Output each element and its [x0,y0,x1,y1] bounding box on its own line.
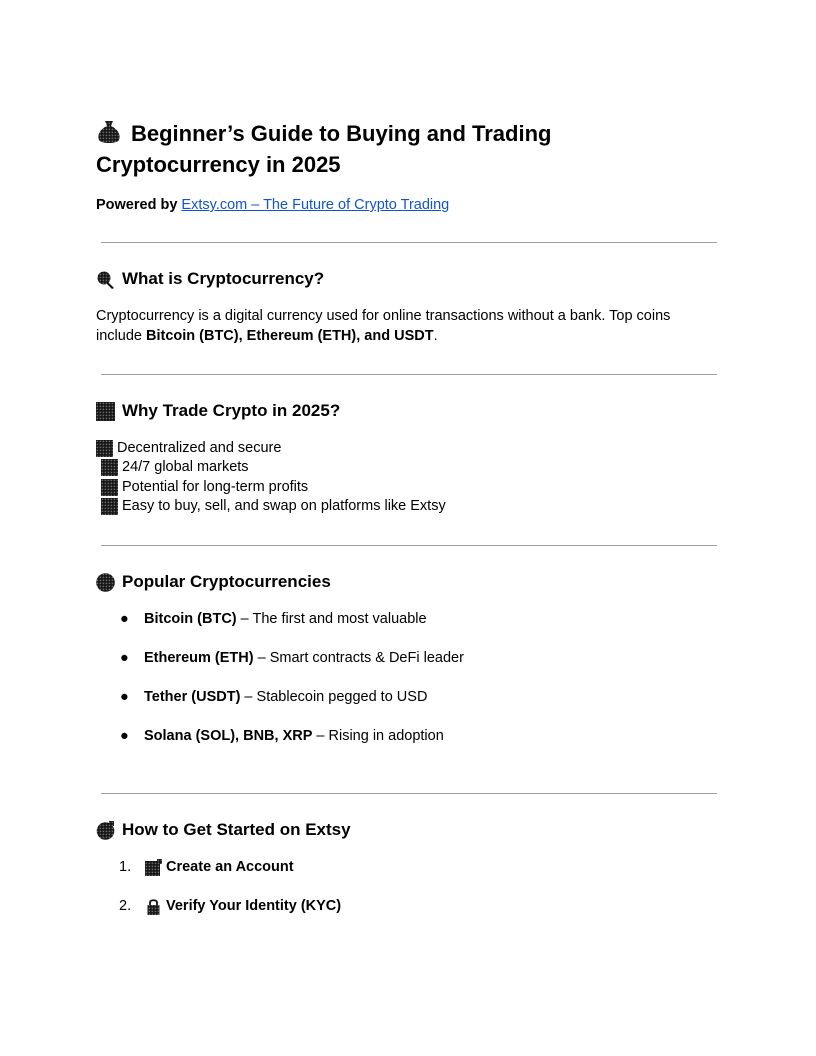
divider [101,793,717,794]
coin-name: Tether (USDT) [144,689,241,705]
bullet-icon: ● [120,689,129,705]
why-item-text: Potential for long-term profits [122,479,309,495]
list-item [120,610,427,629]
why-item-text: Easy to buy, sell, and swap on platforms like Extsy [122,498,446,514]
powered-by-label: Powered by [96,197,178,213]
list-item [96,439,281,459]
title-line-2: Cryptocurrency in 2025 [96,152,341,177]
coin-description: – Stablecoin pegged to USD [240,689,428,705]
section-heading-start [96,819,351,841]
coin-name: Bitcoin (BTC) [144,611,237,627]
chart-up-icon [101,479,118,496]
list-item [101,478,308,498]
section-heading-why [96,400,340,422]
bullet-icon: ● [120,650,129,666]
coin-description: – The first and most valuable [236,611,427,627]
what-text-end: . [433,327,438,344]
lock-icon [145,898,162,915]
step-label: Verify Your Identity (KYC) [166,898,342,914]
globe-icon [101,459,118,476]
what-text: Cryptocurrency is a digital currency used for online transactions without a bank. Top coins include [96,308,671,344]
divider [101,242,717,243]
coin-name: Solana (SOL), BNB, XRP [144,728,313,744]
exchange-icon [101,498,118,515]
divider [101,545,717,546]
section-heading-text: Why Trade Crypto in 2025? [122,401,341,420]
page-title [96,118,716,180]
magnifier-icon [96,270,115,289]
money-bag-icon [96,119,122,145]
extsy-link[interactable]: Extsy.com – The Future of Crypto Trading [181,197,450,213]
divider [101,374,717,375]
why-item-text: 24/7 global markets [122,459,249,475]
bullet-icon: ● [120,611,129,627]
list-item [101,497,446,517]
list-item [120,688,427,707]
list-item [101,458,249,478]
coin-name: Ethereum (ETH) [144,650,254,666]
section-heading-popular [96,571,331,593]
globe-icon [96,821,115,840]
chart-icon [96,402,115,421]
powered-by [96,196,449,214]
bullet-icon: ● [120,728,129,744]
what-paragraph [96,307,716,346]
coin-description: – Rising in adoption [312,728,444,744]
globe-icon [96,573,115,592]
step-label: Create an Account [166,859,294,875]
step-number: 2. [119,898,132,914]
section-heading-text: Popular Cryptocurrencies [122,572,331,591]
list-item [120,727,444,746]
memo-icon [145,859,162,876]
title-line-1: Beginner’s Guide to Buying and Trading [131,121,552,146]
list-item [119,897,341,916]
what-text-bold: Bitcoin (BTC), Ethereum (ETH), and USDT [145,327,434,344]
section-heading-text: What is Cryptocurrency? [122,269,325,288]
section-heading-text: How to Get Started on Extsy [122,820,351,839]
coin-description: – Smart contracts & DeFi leader [253,650,464,666]
check-box-icon [96,440,113,457]
why-item-text: Decentralized and secure [117,440,282,456]
section-heading-what [96,268,324,290]
list-item [120,649,464,668]
step-number: 1. [119,859,132,875]
list-item [119,858,294,877]
